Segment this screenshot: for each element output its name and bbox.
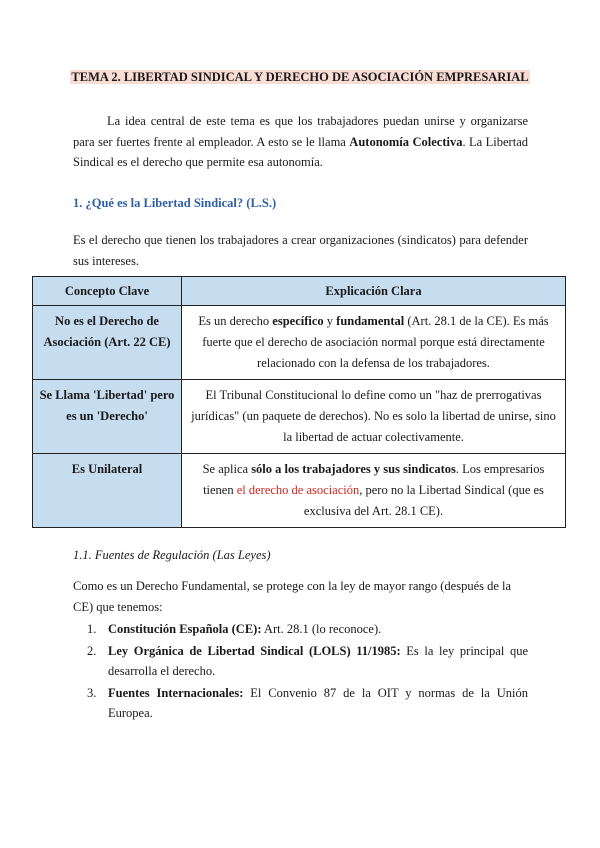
table-row <box>33 306 566 380</box>
table-row <box>33 454 566 528</box>
list-item-text: El Convenio 87 de la OIT y normas de la Unión Europea. <box>108 685 528 720</box>
section-1-1-heading: 1.1. Fuentes de Regulación (Las Leyes) <box>73 548 271 562</box>
table-cell-concept: Es Unilateral <box>33 454 182 528</box>
list-item-text: Es la ley principal que desarrolla el derecho. <box>108 643 528 678</box>
sources-list <box>73 619 528 725</box>
cell-red-text: el derecho de asociación <box>236 483 360 497</box>
concepts-table <box>32 276 566 528</box>
table-cell-explanation <box>182 454 566 528</box>
table-cell-concept: Se Llama 'Libertad' pero es un 'Derecho' <box>33 380 182 454</box>
intro-bold-term: Autonomía Colectiva <box>349 134 463 149</box>
section-1-1-intro: Como es un Derecho Fundamental, se protege con la ley de mayor rango (después de la CE) que tenemos: <box>73 579 512 614</box>
list-number: 3. <box>87 685 97 700</box>
table-cell-explanation: El Tribunal Constitucional lo define como un "haz de prerrogativas jurídicas" (un paquete de derechos). No es solo la libertad de unirse, sino la libertad de actuar colectivamente. <box>182 380 566 454</box>
cell-bold: sólo a los trabajadores y sus sindicatos <box>251 462 456 476</box>
list-item-bold: Fuentes Internacionales: <box>108 685 244 700</box>
table-header-row <box>33 277 566 306</box>
intro-text-2: . La Libertad Sindical es el derecho que permite esa autonomía. <box>73 134 528 169</box>
cell-text: Se aplica <box>202 462 252 476</box>
list-item <box>73 683 528 724</box>
list-item-text: Art. 28.1 (lo reconoce). <box>261 622 382 636</box>
table-row <box>33 380 566 454</box>
document-title <box>0 70 600 85</box>
intro-paragraph <box>73 111 528 173</box>
cell-text: , pero no la Libertad Sindical (que es exclusiva del Art. 28.1 CE). <box>303 483 544 518</box>
list-item-bold: Constitución Española (CE): <box>108 622 262 636</box>
title-text: TEMA 2. LIBERTAD SINDICAL Y DERECHO DE ASOCIACIÓN EMPRESARIAL <box>71 70 529 84</box>
list-number: 1. <box>87 622 97 636</box>
cell-text: (Art. 28.1 de la CE). Es más fuerte que el derecho de asociación normal porque está directamente relacionado con la defensa de los trabajadores. <box>202 314 549 370</box>
list-item <box>73 641 528 682</box>
table-header-concept: Concepto Clave <box>33 277 182 306</box>
cell-bold: específico <box>272 314 324 328</box>
list-item-bold: Ley Orgánica de Libertad Sindical (LOLS) 11/1985: <box>108 643 401 658</box>
intro-text-1: La idea central de este tema es que los trabajadores puedan unirse y organizarse para ser fuertes frente al empleador. A esto se le llama <box>73 114 528 149</box>
list-number: 2. <box>87 643 97 658</box>
table-cell-concept: No es el Derecho de Asociación (Art. 22 CE) <box>33 306 182 380</box>
section-1-heading: 1. ¿Qué es la Libertad Sindical? (L.S.) <box>73 196 277 210</box>
section-1-definition: Es el derecho que tienen los trabajadores a crear organizaciones (sindicatos) para defender sus intereses. <box>73 233 528 268</box>
cell-text: Es un derecho <box>198 314 273 328</box>
list-item <box>73 619 528 640</box>
table-header-explanation: Explicación Clara <box>182 277 566 306</box>
cell-text: . Los empresarios tienen <box>203 462 545 497</box>
table-cell-explanation <box>182 306 566 380</box>
cell-text: y <box>323 314 337 328</box>
cell-bold: fundamental <box>336 314 405 328</box>
